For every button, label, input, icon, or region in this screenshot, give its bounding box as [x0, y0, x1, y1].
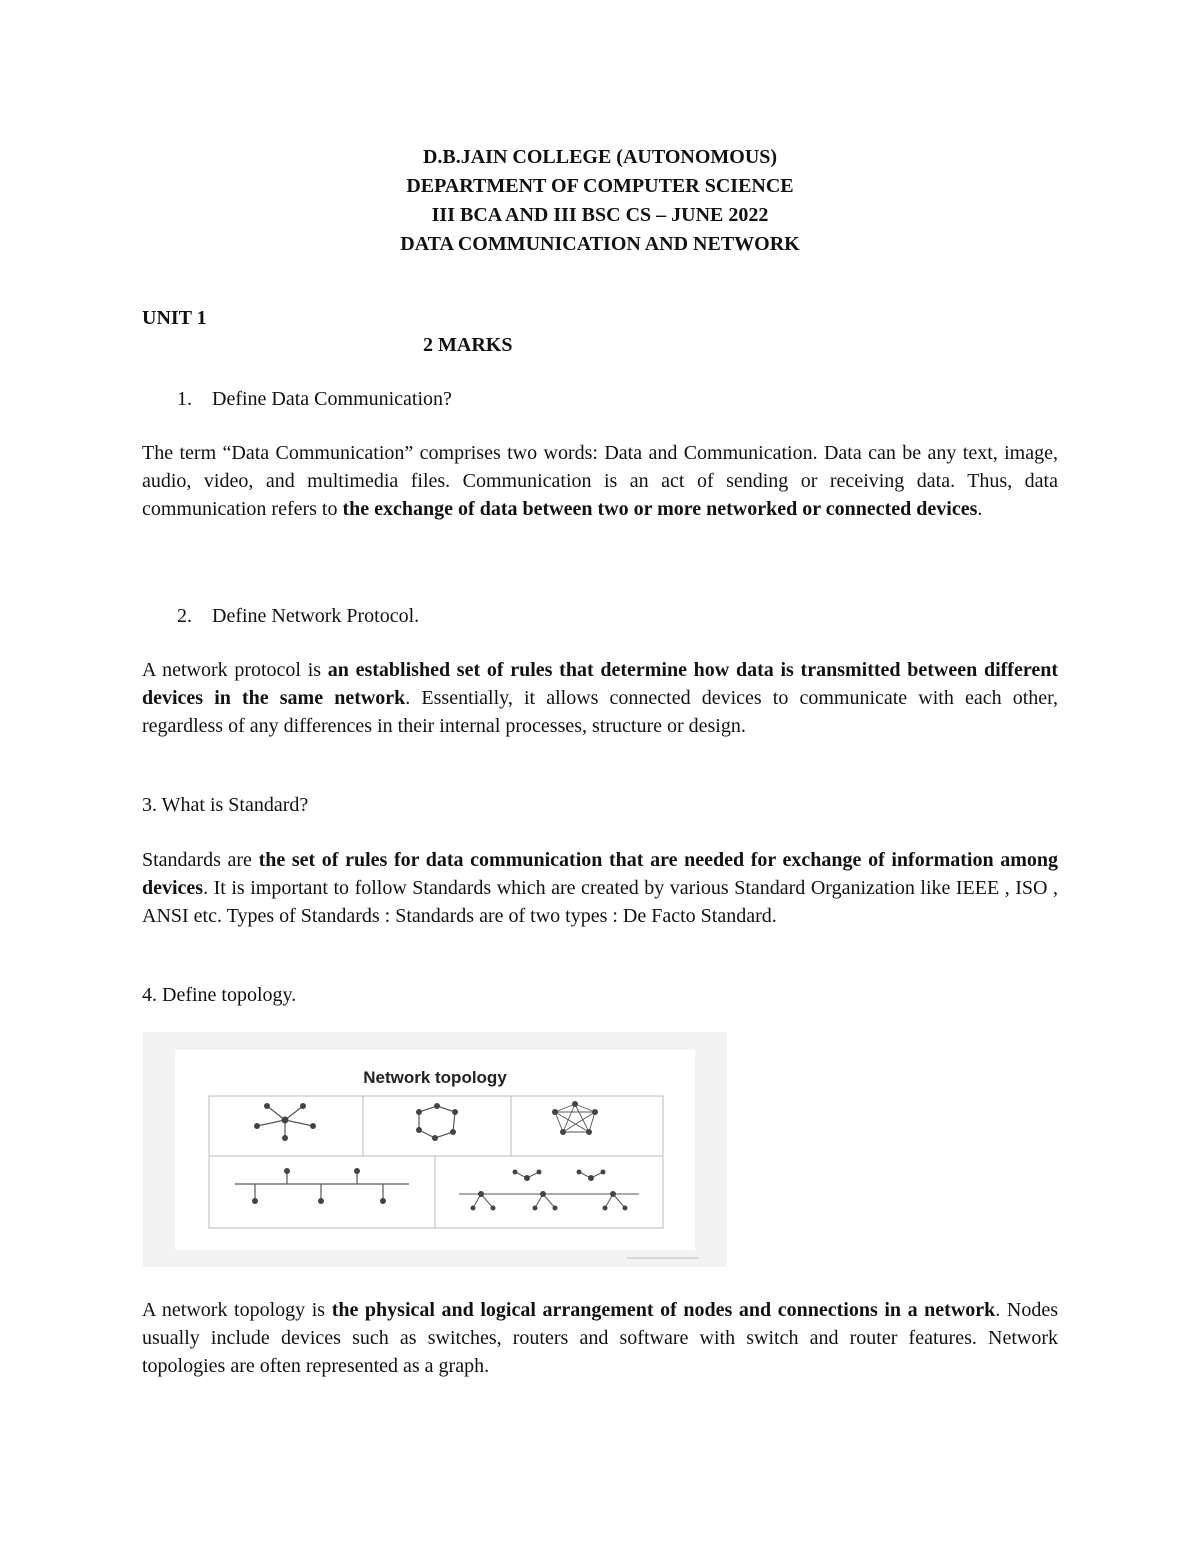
answer-3-text: Standards are	[142, 849, 259, 871]
answer-3-emphasis: the set of rules for data communication that are needed for exchange of information among devices	[142, 849, 1058, 899]
college-name: D.B.JAIN COLLEGE (AUTONOMOUS)	[422, 146, 778, 168]
answer-2-emphasis: an established set of rules that determine how data is transmitted between different devices in the same network	[142, 659, 1058, 709]
answer-4-text: A network topology is	[142, 1299, 332, 1321]
answer-1-text: The term “Data Communication” comprises two words: Data and Communication. Data can be any text, image, audio, video, and multimedia files. Communication is an act of sending or receiving data. Thus, data communication refers to	[142, 442, 1058, 520]
answer-1-end: .	[977, 498, 983, 520]
answer-2-end: . Essentially, it allows connected devices to communicate with each other, regardless of any differences in their internal processes, structure or design.	[142, 687, 1058, 737]
answer-4-emphasis: the physical and logical arrangement of nodes and connections in a network	[331, 1299, 996, 1321]
answer-4	[142, 1296, 1058, 1380]
question-4: 4. Define topology.	[142, 984, 297, 1006]
answer-2	[142, 656, 1058, 740]
answer-1	[142, 439, 1058, 523]
question-1-number: 1.	[177, 388, 192, 410]
network-topology-figure	[143, 1032, 727, 1267]
answer-3-end: . It is important to follow Standards which are created by various Standard Organization like IEEE , ISO , ANSI etc. Types of Standards : Standards are of two types : De Facto Standard.	[142, 877, 1058, 927]
marks-heading: 2 MARKS	[423, 334, 513, 356]
answer-1-emphasis: the exchange of data between two or more networked or connected devices	[342, 498, 978, 520]
department-name: DEPARTMENT OF COMPUTER SCIENCE	[406, 175, 794, 197]
unit-heading: UNIT 1	[142, 307, 207, 329]
answer-3	[142, 846, 1058, 930]
question-2-number: 2.	[177, 605, 192, 627]
subject-title: DATA COMMUNICATION AND NETWORK	[400, 233, 800, 255]
network-topology-diagram	[143, 1032, 727, 1267]
question-2: Define Network Protocol.	[212, 605, 420, 627]
figure-title: Network topology	[363, 1068, 507, 1087]
question-3: 3. What is Standard?	[142, 794, 309, 816]
document-header	[0, 143, 1200, 259]
answer-2-text: A network protocol is	[142, 659, 328, 681]
answer-4-end: . Nodes usually include devices such as switches, routers and software with switch and router features. Network topologies are often represented as a graph.	[142, 1299, 1058, 1377]
question-1: Define Data Communication?	[212, 388, 452, 410]
class-and-date: III BCA AND III BSC CS – JUNE 2022	[431, 204, 769, 226]
